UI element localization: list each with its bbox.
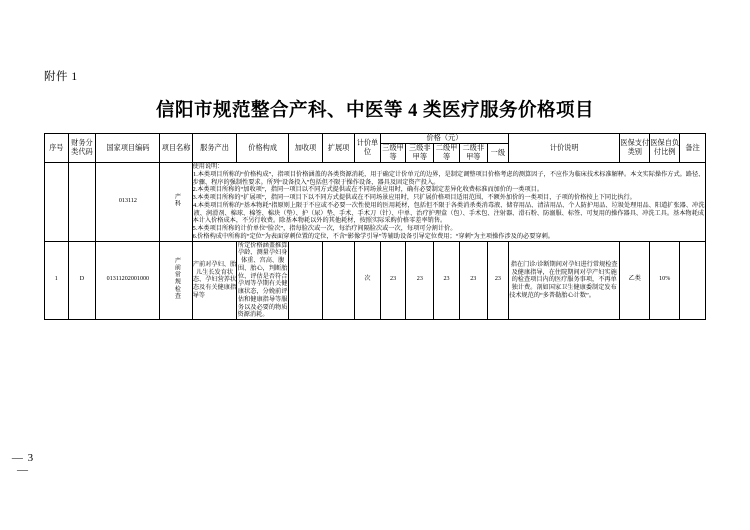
cell-seq-empty [45,163,69,242]
note-line-4: 4.本类项目所称的“基本物耗”指原则上限于不应或不必要一次性使用的医用耗材，包括但不限于各类消杀类消毒液、储存用品、清洁用品、个人防护用品、垃圾处理用品、阳道扩张器、冲洗液、润滑剂、棉球、棉签、棉块（垫）、护（尿）垫、手术、手术刀（针）、中单、治疗护理盒（包）、手术包、注射器、滑石粉、防溺服、标签、可复用的操作器具、冲洗工具。基本物耗成本计入价格成本，不另行收费。除基本物耗以外的其他耗材，按照实际采购价格零差率销售。 [192,201,705,225]
note-line-2: 2.本类项目所称的“加收项”，指同一项目以不同方式提供或在不同场景应用时，确有必要制定差异化收费标准而加价的一类项目。 [192,186,544,194]
th-seq: 序号 [45,134,69,163]
th-unit: 计价单位 [355,134,381,163]
cell-price-l2a: 23 [434,241,460,320]
th-finance-class-code: 财务分类代码 [68,134,96,163]
th-price-composition: 价格构成 [237,134,288,163]
cell-price-l1: 23 [487,241,508,320]
table-row-notes [45,163,706,242]
th-pricing-note: 计价说明 [509,134,620,163]
cell-pricing-note: 指在门诊/诊断期间对孕妇进行常规检查及健康指导，在住院期间对孕产妇实施的检查项目内的医疗服务事项，不再单独计费。剖如国家卫生健康委制定发布技术规范的“多普勒胎心计数”。 [509,241,620,320]
project-name-text: 产前常规检查 [173,257,180,300]
th-insurance-self-ratio: 医保自负付比例 [650,134,680,163]
cell-insurance-pay-type: 乙类 [620,241,650,320]
attachment-label: 附件 1 [44,71,78,83]
th-price-l2a: 二级甲等 [434,144,460,163]
table-row [45,241,706,320]
cell-price-l3n: 23 [406,241,434,320]
page-title: 信阳市规范整合产科、中医等 4 类医疗服务价格项目 [155,101,594,121]
th-remark: 备注 [680,134,706,163]
cell-remark [680,241,706,320]
cell-usage-notes [192,163,705,242]
note-line-5: 5.本类项目所称的计价单位“脸次”，指每脸次或一次，每治疗间隔脸次或一次，每项可分割计价。 [192,225,457,232]
th-price-group: 价格（元） [380,134,508,144]
note-line-0: 使用说明： [192,163,224,170]
cell-finance-empty [68,163,96,242]
cell-price-l2n: 23 [459,241,487,320]
th-national-code: 国家项目编码 [96,134,160,163]
cell-service-output: 产前对孕妇、胎儿生长发育状态、孕妇营养状态及有关健康指导等 [192,241,237,320]
cell-project-name [160,241,192,320]
cell-insurance-self-ratio: 10% [650,241,680,320]
cell-extension [323,241,355,320]
th-insurance-pay-type: 医保支付类别 [620,134,650,163]
th-extension: 扩展项 [323,134,355,163]
th-service-output: 服务产出 [192,134,237,163]
th-price-l3n: 三级非甲等 [406,144,434,163]
note-line-1: 1.本类项目所称的“价格构成”，指项目价格涵盖的各类资源消耗，用于确定计价单元的边界，是制定调整项目价格考虑的测算因子，不应作为临床技术标准解释。本文实际操作方式。路径、步骤、程序的强制性要求。所列“设备投入”包括但不限于操作设备、器具及固定资产投入。 [192,170,705,186]
cell-unit: 次 [355,241,381,320]
th-surcharge: 加收项 [288,134,322,163]
th-project-name: 项目名称 [160,134,192,163]
th-price-l2n: 二级非甲等 [459,144,487,163]
note-line-3: 3.本类项目所称的“扩展项”，指同一项目下以不同方式提供或在不同场景应用时，只扩展价格项目适用范围，不额外加价的一类项目，子项的价格按上下同比执行。 [192,194,636,201]
page-number: — 3 — [11,452,35,476]
cell-seq: 1 [45,241,69,320]
cell-surcharge [288,241,322,320]
th-price-l1: 一级 [487,144,508,163]
cell-national-code: 01311202001000 [96,241,160,320]
th-price-l3a: 三级甲等 [380,144,406,163]
cell-price-l3a: 23 [380,241,406,320]
note-line-6: 6.价格构成中所称的“定位”为表面穿刺位置的定位，不含“影像学引导”等辅助设备引导定位费用；“穿刺”为主项操作涉及的必要穿刺。 [192,232,554,240]
price-items-table [44,133,706,320]
cell-project-name-notes: 产科 [160,163,192,242]
cell-price-composition: 所定价格涵盖推算孕龄、测量孕妇身体重、宫高、腹围、胎心，判断胎位、评估是否符合孕周等孕期有关健康状态，分娩前评估和健康指导等服务以及必要的物质资源消耗。 [237,241,288,319]
cell-finance-class-code: D [68,241,96,320]
cell-national-code-notes: 013112 [96,163,160,242]
